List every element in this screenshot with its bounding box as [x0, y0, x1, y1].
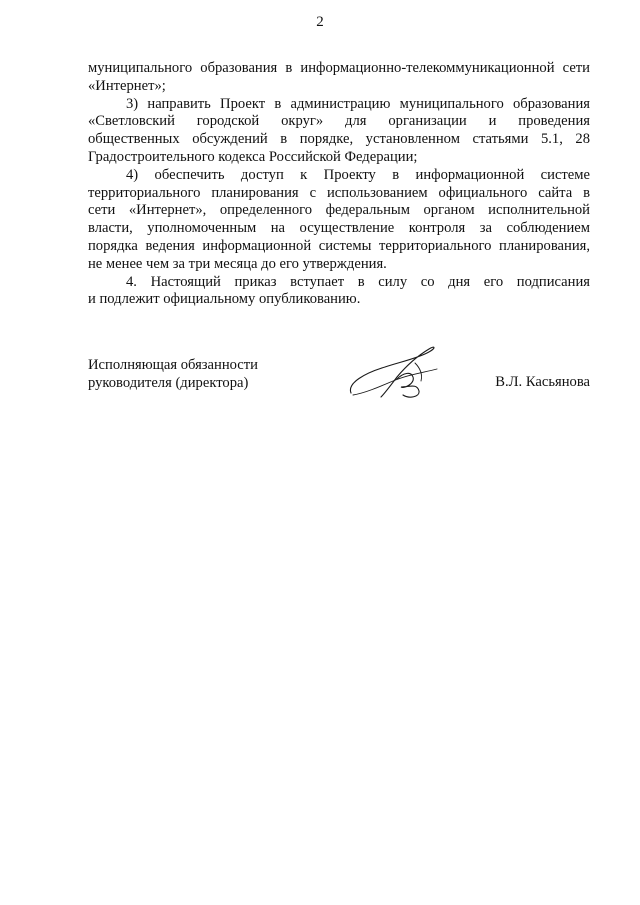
- paragraph-item-3-line: «Светловский городской округ» для организации и проведения: [88, 113, 590, 130]
- paragraph-continuation-line: муниципального образования в информационно-телекоммуникационной сети: [88, 60, 590, 76]
- paragraph-item-3-line: Градостроительного кодекса Российской Федерации;: [88, 148, 418, 165]
- paragraph-item-3-line: 3) направить Проект в администрацию муниципального образования: [126, 95, 590, 112]
- page-number: 2: [316, 14, 324, 30]
- paragraph-continuation-line: «Интернет»;: [88, 77, 166, 94]
- paragraph-item-4-line: сети «Интернет», определенного федеральным органом исполнительной: [88, 202, 590, 219]
- handwritten-signature: [345, 343, 445, 401]
- signatory-position-line: руководителя (директора): [88, 375, 249, 391]
- paragraph-item-4-line: власти, уполномоченным на осуществление контроля за соблюдением: [88, 220, 590, 237]
- paragraph-item-4-line: не менее чем за три месяца до его утверждения.: [88, 255, 387, 272]
- signatory-position: [88, 356, 258, 392]
- paragraph-item-4-line: территориального планирования с использованием официального сайта в: [88, 184, 590, 201]
- signatory-name: В.Л. Касьянова: [495, 374, 590, 390]
- signatory-position-line: Исполняющая обязанности: [88, 357, 258, 373]
- paragraph-effective-line: 4. Настоящий приказ вступает в силу со дня его подписания: [126, 273, 590, 290]
- document-body: [88, 60, 590, 309]
- paragraph-item-4-line: порядка ведения информационной системы территориального планирования,: [88, 237, 590, 254]
- paragraph-item-4-line: 4) обеспечить доступ к Проекту в информационной системе: [126, 166, 590, 183]
- paragraph-effective-line: и подлежит официальному опубликованию.: [88, 291, 361, 308]
- paragraph-item-3-line: общественных обсуждений в порядке, установленном статьями 5.1, 28: [88, 131, 590, 148]
